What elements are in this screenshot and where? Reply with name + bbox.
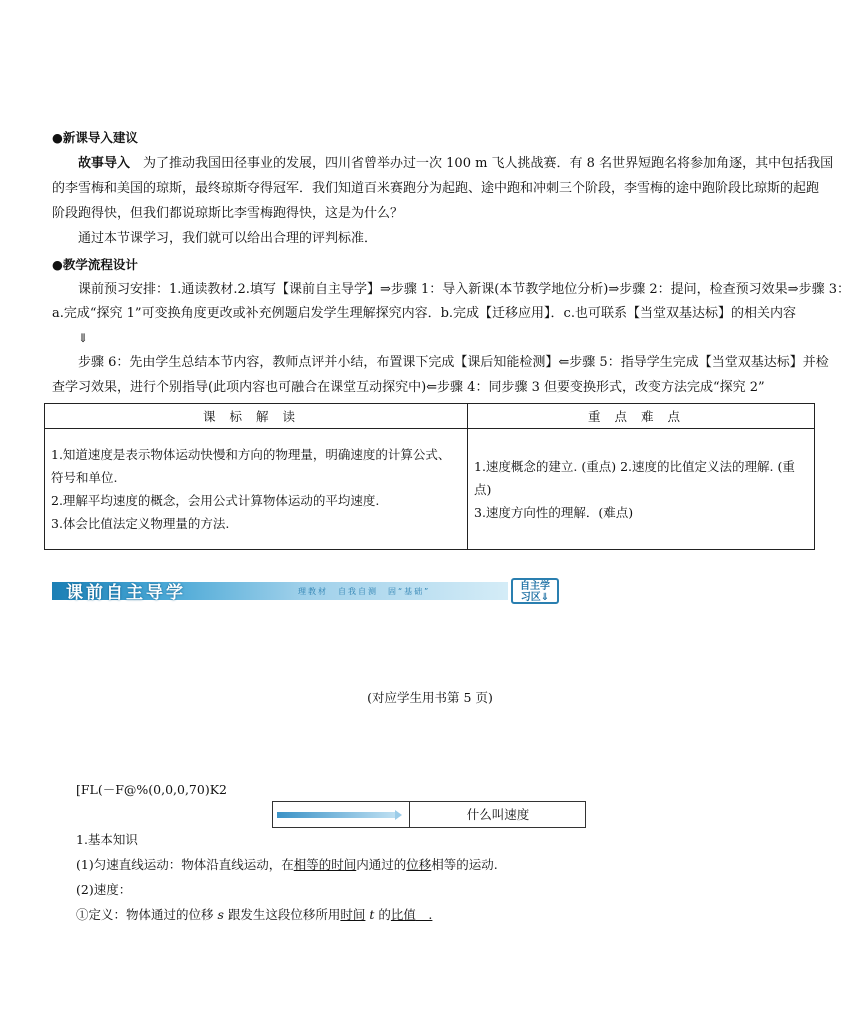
- page-reference-note: (对应学生用书第 5 页): [367, 690, 493, 705]
- table-header-row: [45, 404, 815, 429]
- story-line-4: 通过本节课学习，我们就可以给出合理的评判标准．: [78, 231, 378, 246]
- table-row: [45, 429, 815, 550]
- story-line-2: 的李雪梅和美国的琼斯，最终琼斯夺得冠军．我们知道百米赛跑分为起跑、途中跑和冲刺三个阶段，李雪梅的途中跑阶段比琼斯的起跑: [52, 181, 820, 196]
- p1-pre: (1)匀速直线运动：物体沿直线运动，在: [76, 857, 294, 872]
- standard-interpretation-cell: [45, 429, 468, 550]
- p1-answer-1: 相等的时间: [293, 857, 357, 872]
- story-line-1: [52, 154, 842, 174]
- key-point-1: 1.速度概念的建立. (重点) 2.速度的比值定义法的理解. (重点): [474, 458, 795, 497]
- header-key-difficult-points: 重点难点: [468, 404, 815, 429]
- topic-box: [272, 801, 586, 828]
- topic-arrow-cell: [273, 802, 410, 827]
- flow-line-2: a.完成“探究 1”可变换角度更改或补充例题启发学生理解探究内容．b.完成【迁移应用】．c.也可联系【当堂双基达标】的相关内容: [52, 306, 796, 321]
- p3-end: .: [415, 907, 433, 922]
- down-arrow-icon: ⇓: [78, 331, 89, 345]
- p3-symbol-t: t: [365, 907, 379, 922]
- arrow-bar-icon: [277, 812, 397, 818]
- p3-mid: 跟发生这段位移所用: [223, 907, 341, 922]
- p3-answer-2: 比值: [390, 907, 416, 922]
- p1-post: 相等的运动.: [431, 857, 498, 872]
- p3-symbol-s: s: [217, 907, 224, 922]
- goal-item-1b: 符号和单位.: [51, 470, 118, 485]
- typesetting-code: [FL(－F@%(0,0,0,70)K2: [76, 782, 228, 797]
- story-lead: 故事导入: [78, 156, 131, 171]
- badge-line-1: 自主学: [520, 581, 550, 592]
- p3-pre: ①定义：物体通过的位移: [76, 907, 218, 922]
- p3-of: 的: [378, 907, 391, 922]
- flow-line-4: 查学习效果，进行个别指导(此项内容也可融合在课堂互动探究中)⇐步骤 4：同步骤 3 但要变换形式，改变方法完成“探究 2”: [52, 380, 765, 395]
- knowledge-p2: (2)速度：: [76, 882, 132, 897]
- story-text-1: 为了推动我国田径事业的发展，四川省曾举办过一次 100 m 飞人挑战赛．有 8 名世界短跑名将参加角逐，其中包括我国: [130, 156, 834, 171]
- banner-title: 课前自主导学: [66, 583, 186, 603]
- story-line-3: 阶段跑得快，但我们都说琼斯比李雪梅跑得快，这是为什么？: [52, 206, 404, 221]
- section-banner: [52, 578, 562, 604]
- topic-title: 什么叫速度: [466, 807, 530, 822]
- key-points-cell: [468, 429, 815, 550]
- flow-heading: ●教学流程设计: [52, 257, 138, 272]
- arrow-head-icon: [395, 810, 402, 820]
- knowledge-p3: [76, 905, 432, 925]
- flow-line-1: 课前预习安排：1.通读教材.2.填写【课前自主导学】⇒步骤 1：导入新课(本节教学地位分析)⇒步骤 2：提问，检查预习效果⇒步骤 3：: [78, 282, 850, 297]
- flow-line-3: 步骤 6：先由学生总结本节内容，教师点评并小结，布置课下完成【课后知能检测】⇐步骤 5：指导学生完成【当堂双基达标】并检: [78, 355, 829, 370]
- header-standard-interpretation: 课标解读: [45, 404, 468, 429]
- goal-item-3: 3.体会比值法定义物理量的方法.: [51, 516, 230, 531]
- goal-item-2: 2.理解平均速度的概念，会用公式计算物体运动的平均速度.: [51, 493, 380, 508]
- self-study-badge: [511, 578, 559, 604]
- goals-table: [44, 403, 815, 550]
- p1-answer-2: 位移: [406, 857, 432, 872]
- knowledge-p1: [76, 855, 498, 875]
- badge-line-2: 习区⇓: [520, 592, 550, 603]
- p1-mid: 内通过的: [356, 857, 407, 872]
- banner-subtitle: 理教材 自我自测 固“基础”: [298, 587, 431, 596]
- p3-answer-1: 时间: [340, 907, 366, 922]
- knowledge-heading: 1.基本知识: [76, 832, 138, 847]
- key-point-2: 3.速度方向性的理解．(难点): [474, 504, 634, 520]
- intro-heading: ●新课导入建议: [52, 130, 138, 145]
- goal-item-1a: 1.知道速度是表示物体运动快慢和方向的物理量，明确速度的计算公式、: [51, 447, 451, 462]
